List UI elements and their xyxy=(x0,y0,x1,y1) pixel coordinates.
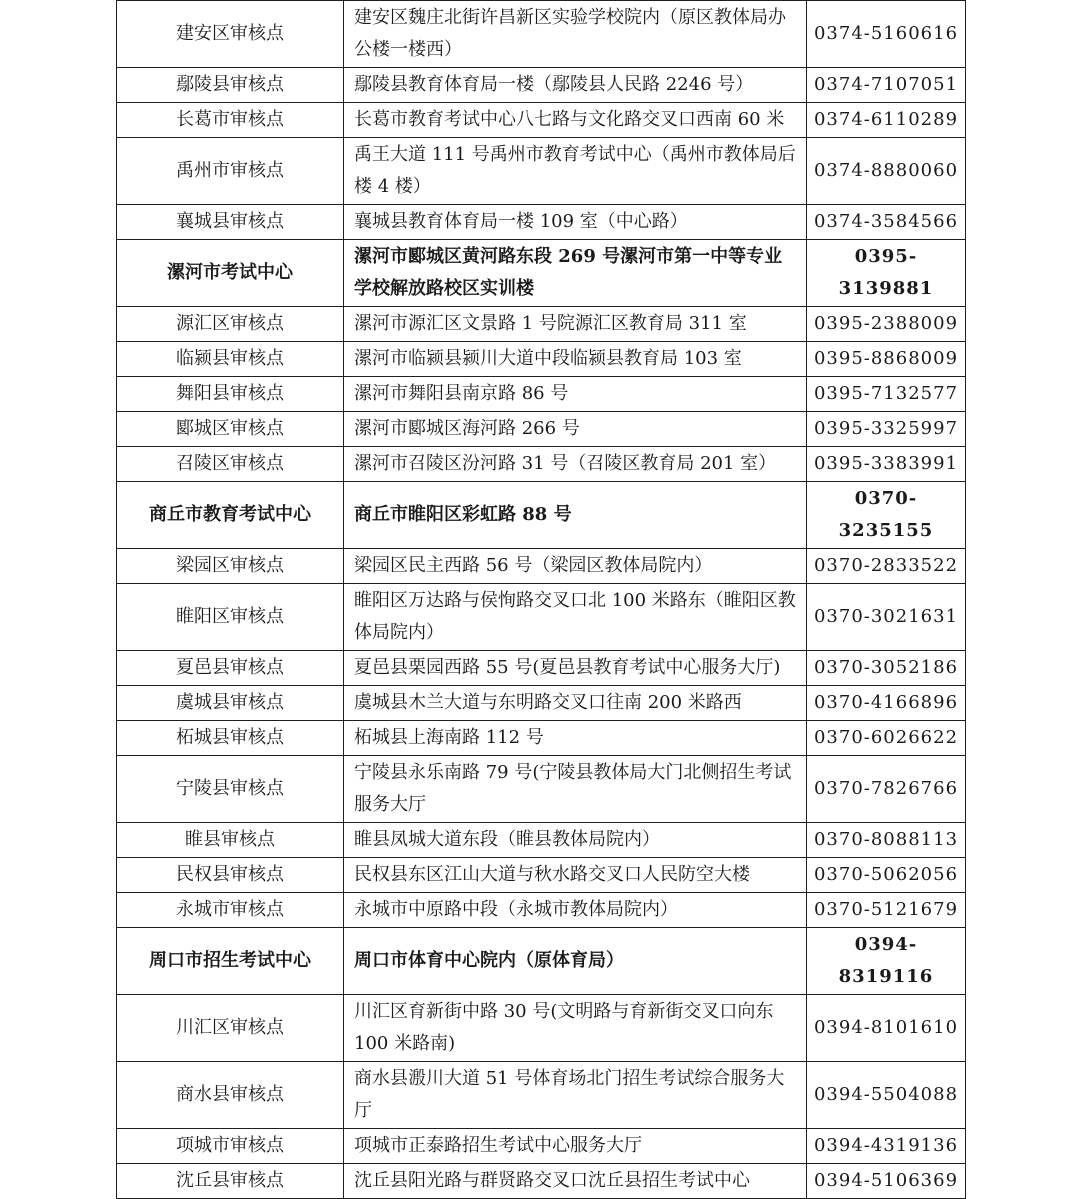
review-point-address: 虞城县木兰大道与东明路交叉口往南 200 米路西 xyxy=(344,686,807,721)
review-point-phone: 0370-3235155 xyxy=(807,482,966,549)
review-point-name: 睢县审核点 xyxy=(117,823,344,858)
table-row xyxy=(117,1164,966,1199)
review-point-phone: 0370-3052186 xyxy=(807,651,966,686)
review-point-address: 鄢陵县教育体育局一楼（鄢陵县人民路 2246 号） xyxy=(344,68,807,103)
review-point-phone: 0394-4319136 xyxy=(807,1129,966,1164)
review-point-name: 睢阳区审核点 xyxy=(117,584,344,651)
review-point-address: 夏邑县栗园西路 55 号(夏邑县教育考试中心服务大厅) xyxy=(344,651,807,686)
table-row xyxy=(117,584,966,651)
review-point-name: 召陵区审核点 xyxy=(117,447,344,482)
review-points-table-body xyxy=(117,1,966,1199)
table-row-center xyxy=(117,928,966,995)
table-row xyxy=(117,447,966,482)
review-point-address: 漯河市召陵区汾河路 31 号（召陵区教育局 201 室） xyxy=(344,447,807,482)
review-point-address: 漯河市郾城区海河路 266 号 xyxy=(344,412,807,447)
table-row xyxy=(117,103,966,138)
review-point-phone: 0370-3021631 xyxy=(807,584,966,651)
table-row xyxy=(117,1062,966,1129)
review-point-name: 临颍县审核点 xyxy=(117,342,344,377)
review-point-name: 鄢陵县审核点 xyxy=(117,68,344,103)
review-point-address: 沈丘县阳光路与群贤路交叉口沈丘县招生考试中心 xyxy=(344,1164,807,1199)
table-row-center xyxy=(117,240,966,307)
review-point-address: 襄城县教育体育局一楼 109 室（中心路） xyxy=(344,205,807,240)
review-point-phone: 0370-8088113 xyxy=(807,823,966,858)
review-point-address: 商丘市睢阳区彩虹路 88 号 xyxy=(344,482,807,549)
review-point-phone: 0394-5106369 xyxy=(807,1164,966,1199)
review-point-address: 周口市体育中心院内（原体育局） xyxy=(344,928,807,995)
review-point-phone: 0374-6110289 xyxy=(807,103,966,138)
review-point-phone: 0395-3139881 xyxy=(807,240,966,307)
review-point-name: 舞阳县审核点 xyxy=(117,377,344,412)
review-point-address: 宁陵县永乐南路 79 号(宁陵县教体局大门北侧招生考试服务大厅 xyxy=(344,756,807,823)
review-point-name: 禹州市审核点 xyxy=(117,138,344,205)
review-point-phone: 0395-2388009 xyxy=(807,307,966,342)
review-point-name: 郾城区审核点 xyxy=(117,412,344,447)
review-point-name: 周口市招生考试中心 xyxy=(117,928,344,995)
review-point-phone: 0370-7826766 xyxy=(807,756,966,823)
review-point-phone: 0394-8319116 xyxy=(807,928,966,995)
review-point-phone: 0370-4166896 xyxy=(807,686,966,721)
review-point-address: 睢阳区万达路与侯恂路交叉口北 100 米路东（睢阳区教体局院内） xyxy=(344,584,807,651)
review-point-address: 梁园区民主西路 56 号（梁园区教体局院内） xyxy=(344,549,807,584)
table-row xyxy=(117,68,966,103)
review-point-name: 商丘市教育考试中心 xyxy=(117,482,344,549)
review-point-name: 沈丘县审核点 xyxy=(117,1164,344,1199)
review-point-phone: 0395-3325997 xyxy=(807,412,966,447)
review-point-phone: 0395-8868009 xyxy=(807,342,966,377)
table-row xyxy=(117,1129,966,1164)
table-row xyxy=(117,823,966,858)
review-point-phone: 0394-8101610 xyxy=(807,995,966,1062)
review-point-name: 商水县审核点 xyxy=(117,1062,344,1129)
review-point-name: 柘城县审核点 xyxy=(117,721,344,756)
review-point-phone: 0395-7132577 xyxy=(807,377,966,412)
table-row xyxy=(117,995,966,1062)
review-point-address: 商水县溵川大道 51 号体育场北门招生考试综合服务大厅 xyxy=(344,1062,807,1129)
review-point-address: 漯河市源汇区文景路 1 号院源汇区教育局 311 室 xyxy=(344,307,807,342)
review-point-name: 襄城县审核点 xyxy=(117,205,344,240)
table-row xyxy=(117,651,966,686)
table-row xyxy=(117,205,966,240)
table-row xyxy=(117,377,966,412)
review-point-address: 漯河市郾城区黄河路东段 269 号漯河市第一中等专业学校解放路校区实训楼 xyxy=(344,240,807,307)
review-point-phone: 0370-5062056 xyxy=(807,858,966,893)
table-row xyxy=(117,721,966,756)
review-point-address: 民权县东区江山大道与秋水路交叉口人民防空大楼 xyxy=(344,858,807,893)
table-row xyxy=(117,858,966,893)
review-point-address: 建安区魏庄北街许昌新区实验学校院内（原区教体局办公楼一楼西） xyxy=(344,1,807,68)
review-point-name: 长葛市审核点 xyxy=(117,103,344,138)
review-point-phone: 0374-7107051 xyxy=(807,68,966,103)
review-point-address: 漯河市舞阳县南京路 86 号 xyxy=(344,377,807,412)
table-row xyxy=(117,893,966,928)
review-point-phone: 0395-3383991 xyxy=(807,447,966,482)
table-row xyxy=(117,412,966,447)
review-points-table-container xyxy=(116,0,965,1199)
review-point-name: 虞城县审核点 xyxy=(117,686,344,721)
review-point-name: 川汇区审核点 xyxy=(117,995,344,1062)
review-points-table xyxy=(116,0,966,1199)
review-point-name: 项城市审核点 xyxy=(117,1129,344,1164)
review-point-address: 永城市中原路中段（永城市教体局院内） xyxy=(344,893,807,928)
review-point-address: 漯河市临颍县颍川大道中段临颍县教育局 103 室 xyxy=(344,342,807,377)
review-point-address: 长葛市教育考试中心八七路与文化路交叉口西南 60 米 xyxy=(344,103,807,138)
review-point-phone: 0374-5160616 xyxy=(807,1,966,68)
table-row xyxy=(117,138,966,205)
table-row xyxy=(117,1,966,68)
review-point-name: 民权县审核点 xyxy=(117,858,344,893)
review-point-name: 永城市审核点 xyxy=(117,893,344,928)
table-row xyxy=(117,342,966,377)
review-point-name: 漯河市考试中心 xyxy=(117,240,344,307)
review-point-address: 川汇区育新街中路 30 号(文明路与育新街交叉口向东 100 米路南) xyxy=(344,995,807,1062)
review-point-name: 建安区审核点 xyxy=(117,1,344,68)
review-point-address: 项城市正泰路招生考试中心服务大厅 xyxy=(344,1129,807,1164)
review-point-name: 宁陵县审核点 xyxy=(117,756,344,823)
review-point-phone: 0374-8880060 xyxy=(807,138,966,205)
review-point-phone: 0370-5121679 xyxy=(807,893,966,928)
review-point-phone: 0374-3584566 xyxy=(807,205,966,240)
review-point-address: 禹王大道 111 号禹州市教育考试中心（禹州市教体局后楼 4 楼） xyxy=(344,138,807,205)
review-point-phone: 0370-2833522 xyxy=(807,549,966,584)
review-point-address: 睢县凤城大道东段（睢县教体局院内） xyxy=(344,823,807,858)
table-row-center xyxy=(117,482,966,549)
table-row xyxy=(117,549,966,584)
review-point-phone: 0394-5504088 xyxy=(807,1062,966,1129)
review-point-phone: 0370-6026622 xyxy=(807,721,966,756)
review-point-name: 源汇区审核点 xyxy=(117,307,344,342)
table-row xyxy=(117,307,966,342)
review-point-name: 梁园区审核点 xyxy=(117,549,344,584)
table-row xyxy=(117,686,966,721)
table-row xyxy=(117,756,966,823)
review-point-name: 夏邑县审核点 xyxy=(117,651,344,686)
review-point-address: 柘城县上海南路 112 号 xyxy=(344,721,807,756)
